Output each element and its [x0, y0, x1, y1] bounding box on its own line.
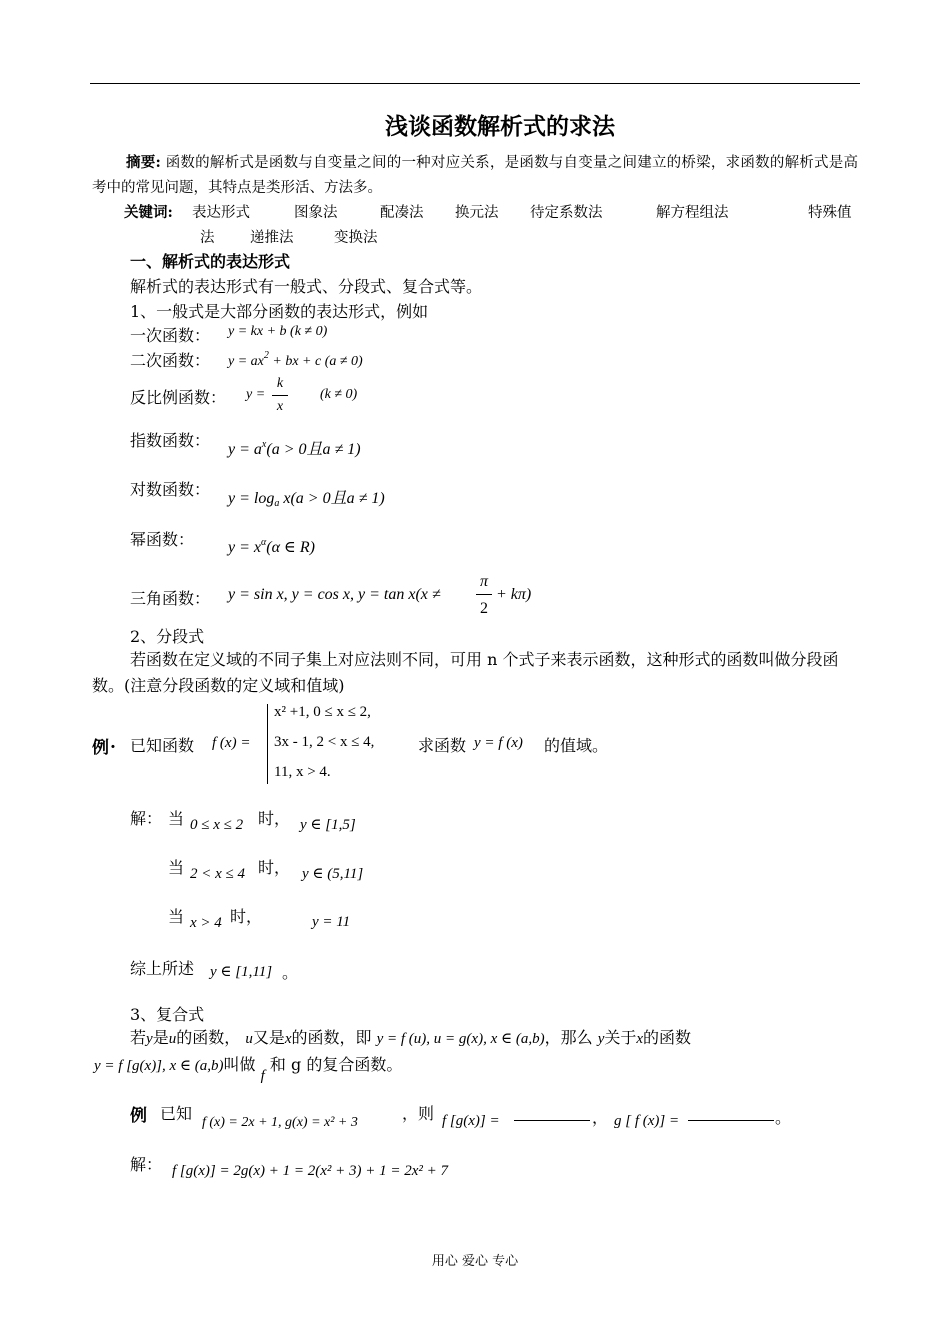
keyword: 待定系数法 — [530, 205, 603, 221]
shi-text: 时， — [258, 809, 291, 828]
example2-then: ，则 — [402, 1104, 435, 1123]
shi-text: 时， — [258, 858, 291, 877]
example2-given: f (x) = 2x + 1, g(x) = x² + 3 — [202, 1115, 358, 1130]
summary-text: 综上所述 — [130, 959, 195, 978]
piecewise-case: 11, x > 4. — [274, 764, 331, 780]
keyword: 递推法 — [250, 230, 294, 246]
example-yfx: y = f (x) — [474, 735, 523, 751]
intro-text: 解析式的表达形式有一般式、分段式、复合式等。 — [130, 277, 483, 296]
section-heading: 一、解析式的表达形式 — [130, 252, 291, 271]
summary-result: y ∈ [1,11] — [210, 964, 273, 980]
log-formula: $y = \log_a x(a > 0$且a ≠ 1) — [228, 490, 385, 509]
keyword: 表达形式 — [192, 205, 250, 221]
keyword: 解方程组法 — [656, 205, 729, 221]
example2-text: 已知 — [160, 1104, 193, 1123]
trig-label: 三角函数： — [130, 589, 211, 608]
trig-numerator: π — [479, 573, 488, 590]
quadratic-label: 二次函数： — [130, 351, 211, 370]
exp-formula: $y = a^x(a > 0$且a ≠ 1) — [228, 439, 361, 458]
inverse-y: y = — [246, 387, 266, 402]
summary-end: 。 — [282, 963, 299, 982]
shi-text: 时， — [230, 907, 263, 926]
keyword: 图象法 — [294, 205, 338, 221]
keyword: 法 — [200, 230, 215, 246]
inverse-numerator: k — [276, 376, 284, 391]
example-dot: . — [110, 733, 116, 753]
keywords-label: 关键词: — [124, 204, 173, 221]
example2-question-1: f [g(x)] = — [442, 1113, 500, 1129]
linear-label: 一次函数： — [130, 326, 211, 345]
power-formula: $y = x^\alpha(\alpha$ ∈ R) — [228, 537, 315, 556]
fraction-bar — [476, 594, 492, 595]
piecewise-text: 若函数在定义域的不同子集上对应法则不同，可用 n 个式子来表示函数，这种形式的函数叫做分段函数。(注意分段函数的定义域和值域) — [92, 650, 839, 695]
when-text: 当 — [168, 809, 185, 828]
inverse-denominator: x — [276, 399, 284, 414]
result: y ∈ [1,5] — [300, 817, 356, 833]
quadratic-formula: $y = ax^2$ + bx + c (a ≠ 0) — [228, 350, 363, 369]
document-title: 浅谈函数解析式的求法 — [385, 114, 615, 140]
keyword: 特殊值 — [808, 205, 852, 221]
piecewise-brace — [267, 704, 268, 784]
abstract — [92, 150, 858, 201]
solution-label: 解： — [130, 809, 163, 828]
inverse-label: 反比例函数： — [130, 388, 227, 407]
example-text: 的值域。 — [544, 736, 609, 755]
example2-comma: ， — [592, 1108, 609, 1127]
composite-line-2: y = f [g(x)], x ∈ (a,b)叫做 f 和 g 的复合函数。 — [94, 1055, 403, 1084]
page-footer: 用心 爱心 专心 — [431, 1254, 519, 1269]
piecewise-title: 2、分段式 — [130, 627, 205, 646]
abstract-label: 摘要: — [126, 154, 161, 171]
example-label: 例 — [92, 738, 109, 758]
answer-blank — [688, 1120, 774, 1121]
fraction-bar — [272, 395, 288, 396]
inverse-condition: (k ≠ 0) — [320, 387, 358, 402]
when-text: 当 — [168, 907, 185, 926]
composite-line-1: 若y是u的函数， u又是x的函数，即 y = f (u), u = g(x), x ∈ (a,b)，那么 y关于x的函数 — [130, 1028, 692, 1047]
example-text: 求函数 — [418, 736, 467, 755]
piecewise-case: x² +1, 0 ≤ x ≤ 2, — [274, 704, 371, 720]
example2-end: 。 — [775, 1108, 792, 1127]
when-text: 当 — [168, 858, 185, 877]
linear-formula: y = kx + b (k ≠ 0) — [228, 324, 328, 339]
answer-blank — [514, 1120, 590, 1121]
example2-question-2: g [ f (x)] = — [614, 1113, 680, 1129]
condition: 0 ≤ x ≤ 2 — [190, 817, 244, 833]
trig-formula-a: y = sin x, y = cos x, y = tan x(x ≠ — [228, 586, 441, 603]
example-fx: f (x) = — [212, 735, 251, 751]
example2-label: 例 — [130, 1106, 147, 1126]
header-rule — [90, 83, 860, 84]
condition: 2 < x ≤ 4 — [190, 866, 246, 882]
abstract-text: 函数的解析式是函数与自变量之间的一种对应关系，是函数与自变量之间建立的桥梁，求函数的解析式是高考中的常见问题，其特点是类形活、方法多。 — [92, 155, 859, 196]
composite-title: 3、复合式 — [130, 1005, 205, 1024]
solution2-formula: f [g(x)] = 2g(x) + 1 = 2(x² + 3) + 1 = 2x² + 7 — [172, 1163, 449, 1179]
exp-label: 指数函数： — [130, 431, 211, 450]
condition: x > 4 — [190, 915, 222, 931]
log-label: 对数函数： — [130, 480, 211, 499]
example-text: 已知函数 — [130, 736, 195, 755]
result: y ∈ (5,11] — [302, 866, 364, 882]
keyword: 换元法 — [455, 205, 499, 221]
solution2-label: 解： — [130, 1155, 163, 1174]
keyword: 配凑法 — [380, 205, 424, 221]
result: y = 11 — [312, 914, 351, 930]
trig-denominator: 2 — [480, 600, 488, 617]
general-form-title: 1、一般式是大部分函数的表达形式，例如 — [130, 302, 429, 321]
power-label: 幂函数： — [130, 530, 195, 549]
keyword: 变换法 — [334, 230, 378, 246]
piecewise-case: 3x - 1, 2 < x ≤ 4, — [274, 734, 375, 750]
trig-formula-b: + kπ) — [496, 586, 532, 603]
